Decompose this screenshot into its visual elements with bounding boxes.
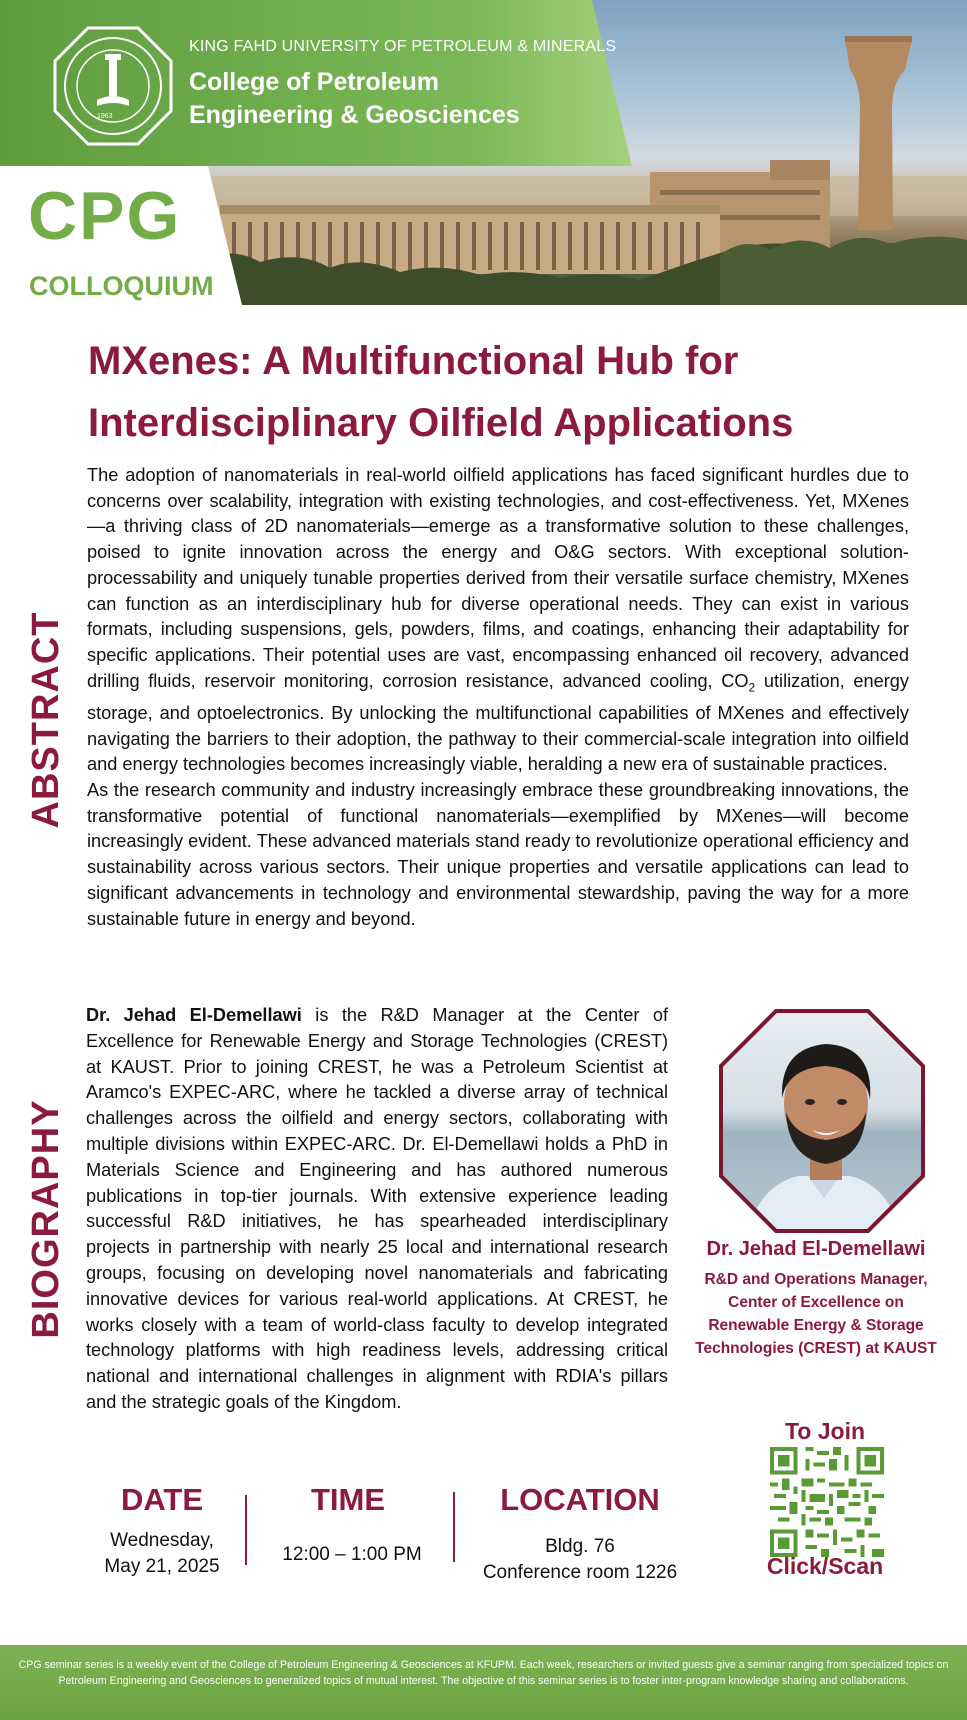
abstract-p1-subscript: 2 [748, 680, 756, 695]
kfupm-seal-icon [53, 26, 173, 146]
location-line1: Bldg. 76 [545, 1536, 615, 1557]
time-value: 12:00 – 1:00 PM [282, 1544, 422, 1565]
biography-text [86, 1003, 668, 1416]
series-short-name: CPG [28, 178, 182, 254]
college-line2: Engineering & Geosciences [189, 101, 520, 129]
date-heading: DATE [120, 1482, 204, 1517]
abstract-text [87, 463, 909, 932]
series-type: COLLOQUIUM [29, 271, 214, 301]
seal-year: 1963 [97, 113, 113, 120]
header [0, 0, 967, 305]
footer-description: CPG seminar series is a weekly event of the College of Petroleum Engineering & Geosciences at KFUPM. Each week, researchers or invited guests give a seminar ranging from specialized topics on Petroleum Engineering and Geosciences to generalized topics of mutual interest. The objective of this seminar series is to foster inter-program knowledge sharing and collaborations. [0, 1645, 967, 1720]
speaker-name: Dr. Jehad El-Demellawi [706, 1238, 926, 1260]
location-heading: LOCATION [500, 1482, 660, 1517]
talk-title [88, 330, 948, 454]
talk-title-line2: Interdisciplinary Oilfield Applications [88, 401, 794, 445]
abstract-section-label: ABSTRACT [25, 611, 67, 829]
speaker-role-line4: Technologies (CREST) at KAUST [695, 1340, 937, 1357]
qr-code-icon[interactable] [770, 1447, 884, 1557]
location-line2: Conference room 1226 [482, 1562, 678, 1583]
speaker-portrait [718, 1008, 926, 1234]
biography-section-label: BIOGRAPHY [25, 1099, 67, 1339]
bio-body: is the R&D Manager at the Center of Excellence for Renewable Energy and Storage Technologies (CREST) at KAUST. Prior to joining CREST, he was a Petroleum Scientist at Aramco's EXPEC-ARC, where he tackled a diverse array of technical challenges across the oilfield and energy sectors, collaborating with multiple divisions within EXPEC-ARC. Dr. El-Demellawi holds a PhD in Materials Science and Engineering and has authored numerous publications in top-tier journals. With extensive experience leading successful R&D initiatives, he has spearheaded interdisciplinary projects in partnership with nearly 25 local and international research groups, focusing on developing novel nanomaterials and fabricating innovative devices for various real-world applications. At CREST, he works closely with a team of world-class faculty to develop integrated technology platforms with high readiness levels, addressing critical national and international challenges in alignment with RDIA's pillars and the strategic goals of the Kingdom. [86, 1005, 668, 1412]
speaker-role-line2: Center of Excellence on [728, 1294, 904, 1311]
divider-time-location [453, 1492, 455, 1562]
date-value [82, 1528, 242, 1580]
college-line1: College of Petroleum [189, 68, 440, 96]
talk-title-line1: MXenes: A Multifunctional Hub for [88, 339, 739, 383]
bio-speaker-name: Dr. Jehad El-Demellawi [86, 1005, 302, 1025]
date-line2: May 21, 2025 [104, 1556, 220, 1577]
abstract-paragraph-2: As the research community and industry increasingly embrace these groundbreaking innovations, the transformative potential of functional nanomaterials—exemplified by MXenes—will become increasingly evident. These advanced materials stand ready to revolutionize operational efficiency and sustainability across various sectors. Their unique properties and versatile applications can lead to significant advancements in technology and environmental stewardship, paving the way for a more sustainable future in energy and beyond. [87, 780, 909, 929]
speaker-role-line1: R&D and Operations Manager, [704, 1271, 928, 1288]
abstract-paragraph-1 [87, 463, 909, 778]
speaker-role [680, 1268, 952, 1360]
location-value [468, 1534, 692, 1586]
click-scan-label[interactable]: Click/Scan [766, 1553, 884, 1579]
join-label: To Join [784, 1418, 866, 1444]
date-line1: Wednesday, [110, 1530, 214, 1551]
abstract-p1-part-a: The adoption of nanomaterials in real-world oilfield applications has faced significant hurdles due to concerns over scalability, integration with existing technologies, and cost-effectiveness. Yet, MXenes—a thriving class of 2D nanomaterials—emerge as a transformative solution to these challenges, poised to ignite innovation across the energy and O&G sectors. With exceptional solution-processability and uniquely tunable properties derived from their versatile surface chemistry, MXenes can function as an interdisciplinary hub for diverse operational needs. They can exist in various formats, including suspensions, gels, powders, films, and coatings, enhancing their adaptability for specific applications. Their potential uses are vast, encompassing enhanced oil recovery, advanced drilling fluids, reservoir monitoring, corrosion resistance, advanced cooling, CO [87, 465, 909, 691]
divider-date-time [245, 1495, 247, 1565]
college-name [189, 66, 520, 132]
university-name: KING FAHD UNIVERSITY OF PETROLEUM & MINERALS [189, 38, 617, 55]
speaker-role-line3: Renewable Energy & Storage [708, 1317, 924, 1334]
abstract-p1-part-b: utilization, energy storage, and optoelectronics. By unlocking the multifunctional capabilities of MXenes and effectively navigating the barriers to their adoption, the pathway to their commercial-scale integration into oilfield and energy technologies becomes increasingly viable, heralding a new era of sustainable practices. [87, 670, 909, 775]
time-heading: TIME [310, 1482, 386, 1517]
